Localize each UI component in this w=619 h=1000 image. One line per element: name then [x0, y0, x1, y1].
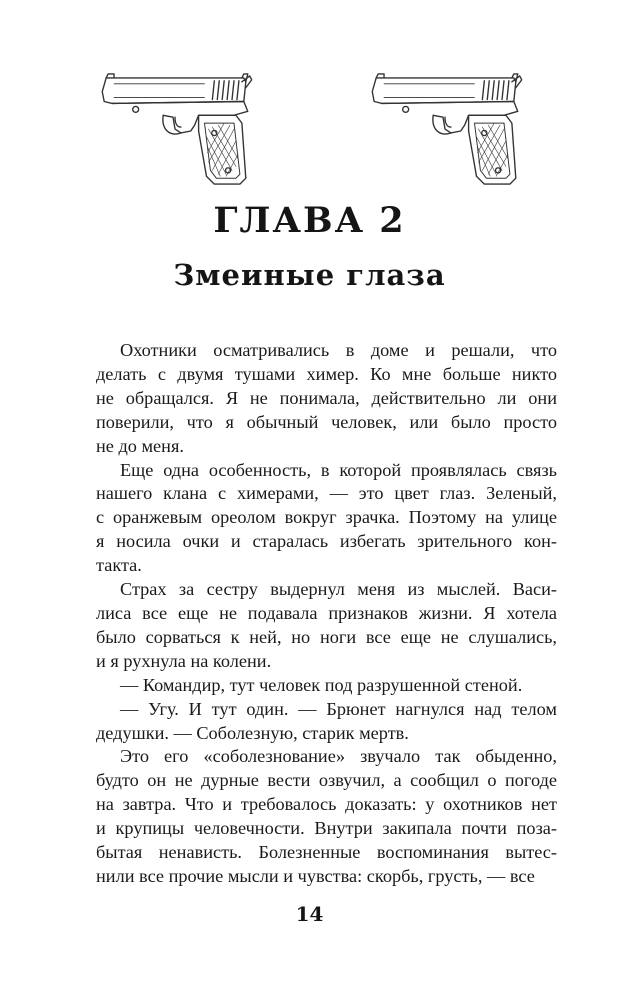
page-number: 14: [295, 902, 324, 926]
text-line: с оранжевым ореолом вокруг зрачка. Поэтому на улице: [96, 507, 557, 528]
text-line: Еще одна особенность, в которой проявлялась связь: [120, 459, 557, 480]
text-line: и я рухнула на колени.: [96, 650, 272, 671]
text-line: не обращался. Я не понимала, действительно ли они: [96, 387, 557, 408]
text-line: я носила очки и старалась избегать зрительного кон-: [96, 531, 557, 552]
paragraph: [96, 674, 557, 698]
text-line: дедушки. — Соболезную, старик мертв.: [96, 722, 409, 743]
chapter-number: ГЛАВА 2: [213, 200, 406, 241]
text-line: нили все прочие мысли и чувства: скорбь, грусть, — все: [96, 865, 535, 886]
text-line: — Угу. И тут один. — Брюнет нагнулся над телом: [120, 698, 557, 719]
chapter-body: [96, 339, 557, 889]
text-line: лиса все еще не подавала признаков жизни. Я хотела: [96, 602, 557, 623]
text-line: такта.: [96, 555, 142, 576]
text-line: было сорваться к ней, но ноги все еще не слушались,: [96, 626, 557, 647]
paragraph: [96, 578, 557, 674]
text-line: не до меня.: [96, 435, 184, 456]
chapter-title: Змеиные глаза: [173, 258, 446, 292]
text-line: будто он не дурные вести озвучил, а сообщил о погоде: [96, 770, 557, 791]
text-line: на завтра. Что и требовалось доказать: у охотников нет: [96, 794, 557, 815]
text-line: нашего клана с химерами, — это цвет глаз. Зеленый,: [96, 483, 557, 504]
text-line: — Командир, тут человек под разрушенной стеной.: [120, 674, 523, 695]
text-line: и крупицы человечности. Внутри закипала почти поза-: [96, 818, 557, 839]
text-line: поверили, что я обычный человек, или было просто: [96, 411, 557, 432]
text-line: Это его «соболезнование» звучало так обыденно,: [120, 746, 557, 767]
text-line: бытая ненависть. Болезненные воспоминания вытес-: [96, 842, 557, 863]
paragraph: [96, 339, 557, 459]
pistol-icon: [96, 72, 254, 190]
paragraph: [96, 745, 557, 888]
text-line: делать с двумя тушами химер. Ко мне больше никто: [96, 363, 557, 384]
text-line: Охотники осматривались в доме и решали, что: [120, 340, 557, 360]
pistol-icon: [366, 72, 524, 190]
text-line: Страх за сестру выдернул меня из мыслей. Васи-: [120, 579, 557, 600]
paragraph: [96, 698, 557, 746]
paragraph: [96, 459, 557, 579]
